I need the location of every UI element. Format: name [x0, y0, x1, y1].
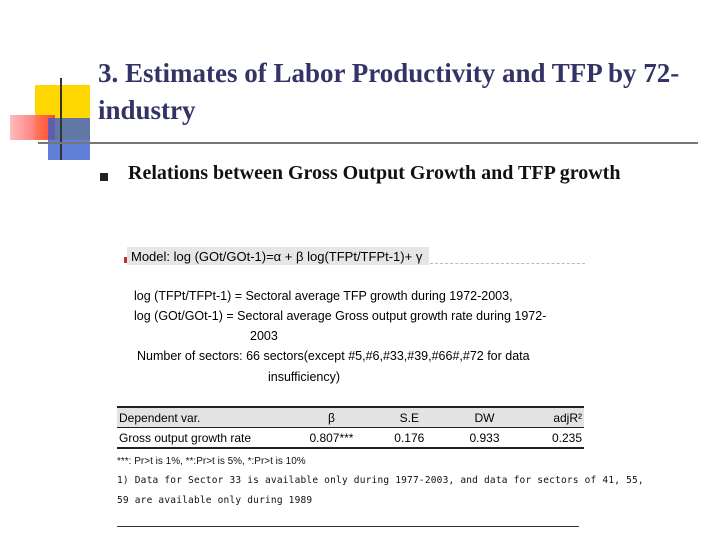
table-row: [117, 428, 584, 449]
cell-adj-r2: 0.235: [551, 430, 582, 445]
logo-vertical-line: [60, 78, 62, 160]
header-beta: β: [328, 410, 335, 425]
cell-beta: 0.807***: [309, 430, 354, 445]
slide-title: 3. Estimates of Labor Productivity and TFP by 72-industry: [98, 58, 680, 125]
definition-line-3: 2003: [250, 329, 278, 343]
header-dependent-var: Dependent var.: [119, 410, 201, 425]
cell-dependent-var: Gross output growth rate: [119, 430, 252, 445]
cell-se: 0.176: [394, 430, 425, 445]
header-dw: DW: [474, 410, 495, 425]
definition-line-5: insufficiency): [268, 370, 341, 384]
red-mark-icon: [124, 257, 127, 263]
title-divider: [38, 142, 698, 144]
results-header-row: [117, 407, 584, 428]
footnote-2: 59 are available only during 1989: [117, 495, 313, 506]
model-equation: Model: log (GOt/GOt-1)=α + β log(TFPt/TFPt-1)+ γ: [131, 249, 423, 264]
model-dashed-rule: [430, 263, 585, 264]
definition-line-1: log (TFPt/TFPt-1) = Sectoral average TFP growth during 1972-2003,: [134, 289, 513, 303]
results-table: [117, 406, 584, 449]
bottom-rule: [117, 526, 579, 527]
header-se: S.E: [399, 410, 419, 425]
definition-line-2: log (GOt/GOt-1) = Sectoral average Gross output growth rate during 1972-: [134, 309, 547, 323]
significance-note: ***: Pr>t is 1%, **:Pr>t is 5%, *:Pr>t is 10%: [117, 456, 306, 467]
bullet-text: Relations between Gross Output Growth and TFP growth: [128, 162, 621, 184]
logo-blue-square: [48, 118, 90, 160]
footnote-1: 1) Data for Sector 33 is available only during 1977-2003, and data for sectors of 41, 55,: [117, 475, 644, 486]
cell-dw: 0.933: [469, 430, 500, 445]
bullet-square-icon: [100, 173, 108, 181]
header-adj-r2: adjR²: [553, 410, 582, 425]
definition-line-4: Number of sectors: 66 sectors(except #5,#6,#33,#39,#66#,#72 for data: [137, 349, 530, 363]
